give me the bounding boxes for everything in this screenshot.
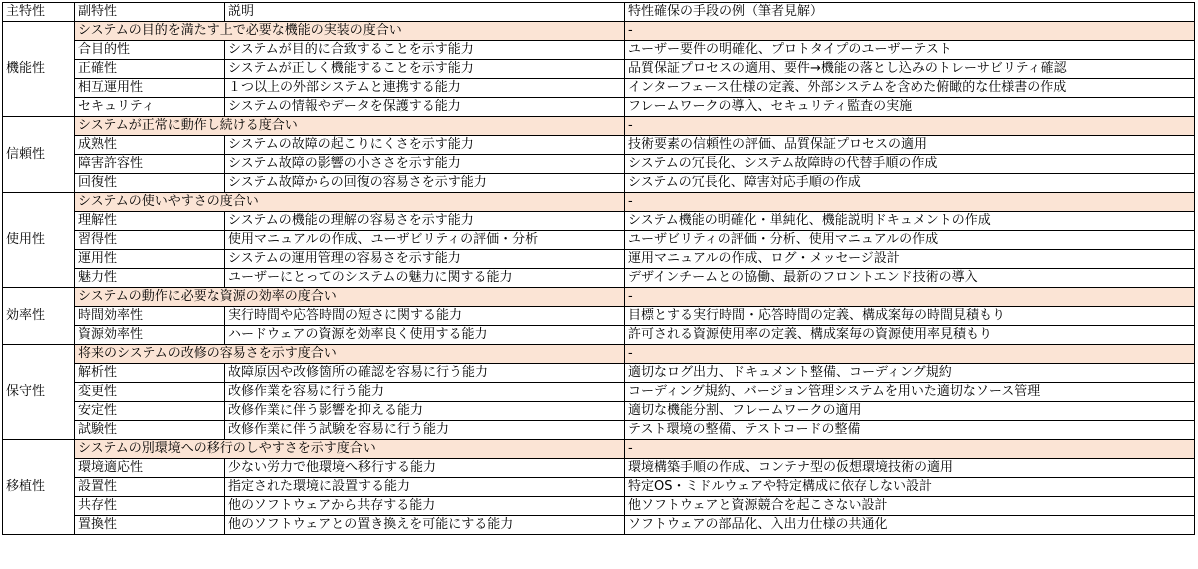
summary-means: -: [625, 345, 1195, 364]
summary-means: -: [625, 117, 1195, 136]
summary-means: -: [625, 288, 1195, 307]
table-row: [3, 136, 1195, 155]
summary-description: システムの別環境への移行のしやすさを示す度合い: [75, 440, 625, 459]
group-functionality: [3, 22, 1195, 117]
main-characteristic: 使用性: [3, 193, 75, 288]
summary-row: [3, 288, 1195, 307]
table-row: [3, 459, 1195, 478]
description-cell: 少ない労力で他環境へ移行する能力: [225, 459, 625, 478]
summary-means: -: [625, 440, 1195, 459]
sub-characteristic: 正確性: [75, 60, 225, 79]
table-row: [3, 250, 1195, 269]
means-cell: 技術要素の信頼性の評価、品質保証プロセスの適用: [625, 136, 1195, 155]
table-row: [3, 212, 1195, 231]
group-usability: [3, 193, 1195, 288]
sub-characteristic: 魅力性: [75, 269, 225, 288]
summary-row: [3, 22, 1195, 41]
description-cell: 他のソフトウェアとの置き換えを可能にする能力: [225, 516, 625, 535]
description-cell: システム故障の影響の小ささを示す能力: [225, 155, 625, 174]
means-cell: ユーザー要件の明確化、プロトタイプのユーザーテスト: [625, 41, 1195, 60]
table-row: [3, 231, 1195, 250]
table-row: [3, 421, 1195, 440]
means-cell: 許可される資源使用率の定義、構成案毎の資源使用率見積もり: [625, 326, 1195, 345]
sub-characteristic: 安定性: [75, 402, 225, 421]
description-cell: システムの運用管理の容易さを示す能力: [225, 250, 625, 269]
means-cell: 目標とする実行時間・応答時間の定義、構成案毎の時間見積もり: [625, 307, 1195, 326]
means-cell: 運用マニュアルの作成、ログ・メッセージ設計: [625, 250, 1195, 269]
group-portability: [3, 440, 1195, 535]
sub-characteristic: 運用性: [75, 250, 225, 269]
description-cell: システム故障からの回復の容易さを示す能力: [225, 174, 625, 193]
means-cell: 他ソフトウェアと資源競合を起こさない設計: [625, 497, 1195, 516]
group-efficiency: [3, 288, 1195, 345]
description-cell: 指定された環境に設置する能力: [225, 478, 625, 497]
means-cell: 特定OS・ミドルウェアや特定構成に依存しない設計: [625, 478, 1195, 497]
sub-characteristic: 資源効率性: [75, 326, 225, 345]
table-row: [3, 155, 1195, 174]
table-row: [3, 60, 1195, 79]
sub-characteristic: 障害許容性: [75, 155, 225, 174]
means-cell: インターフェース仕様の定義、外部システムを含めた俯瞰的な仕様書の作成: [625, 79, 1195, 98]
sub-characteristic: 解析性: [75, 364, 225, 383]
header-means: 特性確保の手段の例（筆者見解）: [625, 3, 1195, 22]
table-row: [3, 41, 1195, 60]
sub-characteristic: 合目的性: [75, 41, 225, 60]
description-cell: システムの機能の理解の容易さを示す能力: [225, 212, 625, 231]
means-cell: 品質保証プロセスの適用、要件→機能の落とし込みのトレーサビリティ確認: [625, 60, 1195, 79]
table-row: [3, 174, 1195, 193]
header-row: [3, 3, 1195, 22]
table-row: [3, 98, 1195, 117]
table-row: [3, 516, 1195, 535]
means-cell: ユーザビリティの評価・分析、使用マニュアルの作成: [625, 231, 1195, 250]
summary-means: -: [625, 193, 1195, 212]
summary-row: [3, 440, 1195, 459]
summary-description: システムが正常に動作し続ける度合い: [75, 117, 625, 136]
sub-characteristic: 設置性: [75, 478, 225, 497]
sub-characteristic: 相互運用性: [75, 79, 225, 98]
main-characteristic: 保守性: [3, 345, 75, 440]
table-row: [3, 326, 1195, 345]
description-cell: 故障原因や改修箇所の確認を容易に行う能力: [225, 364, 625, 383]
description-cell: 改修作業に伴う影響を抑える能力: [225, 402, 625, 421]
sub-characteristic: 時間効率性: [75, 307, 225, 326]
table-row: [3, 478, 1195, 497]
means-cell: テスト環境の整備、テストコードの整備: [625, 421, 1195, 440]
table-row: [3, 402, 1195, 421]
table-row: [3, 497, 1195, 516]
description-cell: 改修作業に伴う試験を容易に行う能力: [225, 421, 625, 440]
description-cell: １つ以上の外部システムと連携する能力: [225, 79, 625, 98]
sub-characteristic: 理解性: [75, 212, 225, 231]
means-cell: フレームワークの導入、セキュリティ監査の実施: [625, 98, 1195, 117]
description-cell: ユーザーにとってのシステムの魅力に関する能力: [225, 269, 625, 288]
summary-description: システムの動作に必要な資源の効率の度合い: [75, 288, 625, 307]
sub-characteristic: 回復性: [75, 174, 225, 193]
summary-description: 将来のシステムの改修の容易さを示す度合い: [75, 345, 625, 364]
main-characteristic: 効率性: [3, 288, 75, 345]
header-sub: 副特性: [75, 3, 225, 22]
table-row: [3, 307, 1195, 326]
table-row: [3, 79, 1195, 98]
sub-characteristic: セキュリティ: [75, 98, 225, 117]
description-cell: ハードウェアの資源を効率良く使用する能力: [225, 326, 625, 345]
means-cell: コーディング規約、バージョン管理システムを用いた適切なソース管理: [625, 383, 1195, 402]
main-characteristic: 信頼性: [3, 117, 75, 193]
main-characteristic: 移植性: [3, 440, 75, 535]
sub-characteristic: 環境適応性: [75, 459, 225, 478]
means-cell: 適切なログ出力、ドキュメント整備、コーディング規約: [625, 364, 1195, 383]
means-cell: ソフトウェアの部品化、入出力仕様の共通化: [625, 516, 1195, 535]
sub-characteristic: 共存性: [75, 497, 225, 516]
summary-means: -: [625, 22, 1195, 41]
means-cell: 適切な機能分割、フレームワークの適用: [625, 402, 1195, 421]
group-maintainability: [3, 345, 1195, 440]
table-row: [3, 269, 1195, 288]
means-cell: 環境構築手順の作成、コンテナ型の仮想環境技術の適用: [625, 459, 1195, 478]
table-row: [3, 364, 1195, 383]
sub-characteristic: 変更性: [75, 383, 225, 402]
quality-characteristics-table: [2, 2, 1195, 535]
description-cell: 実行時間や応答時間の短さに関する能力: [225, 307, 625, 326]
means-cell: システムの冗長化、システム故障時の代替手順の作成: [625, 155, 1195, 174]
summary-description: システムの目的を満たす上で必要な機能の実装の度合い: [75, 22, 625, 41]
header-desc: 説明: [225, 3, 625, 22]
description-cell: 改修作業を容易に行う能力: [225, 383, 625, 402]
table-row: [3, 383, 1195, 402]
sub-characteristic: 試験性: [75, 421, 225, 440]
description-cell: システムが正しく機能することを示す能力: [225, 60, 625, 79]
means-cell: デザインチームとの協働、最新のフロントエンド技術の導入: [625, 269, 1195, 288]
summary-description: システムの使いやすさの度合い: [75, 193, 625, 212]
group-reliability: [3, 117, 1195, 193]
description-cell: システムが目的に合致することを示す能力: [225, 41, 625, 60]
summary-row: [3, 345, 1195, 364]
sub-characteristic: 成熟性: [75, 136, 225, 155]
description-cell: システムの情報やデータを保護する能力: [225, 98, 625, 117]
description-cell: 使用マニュアルの作成、ユーザビリティの評価・分析: [225, 231, 625, 250]
description-cell: システムの故障の起こりにくさを示す能力: [225, 136, 625, 155]
header-main: 主特性: [3, 3, 75, 22]
means-cell: システム機能の明確化・単純化、機能説明ドキュメントの作成: [625, 212, 1195, 231]
sub-characteristic: 習得性: [75, 231, 225, 250]
summary-row: [3, 117, 1195, 136]
main-characteristic: 機能性: [3, 22, 75, 117]
description-cell: 他のソフトウェアから共存する能力: [225, 497, 625, 516]
summary-row: [3, 193, 1195, 212]
sub-characteristic: 置換性: [75, 516, 225, 535]
means-cell: システムの冗長化、障害対応手順の作成: [625, 174, 1195, 193]
